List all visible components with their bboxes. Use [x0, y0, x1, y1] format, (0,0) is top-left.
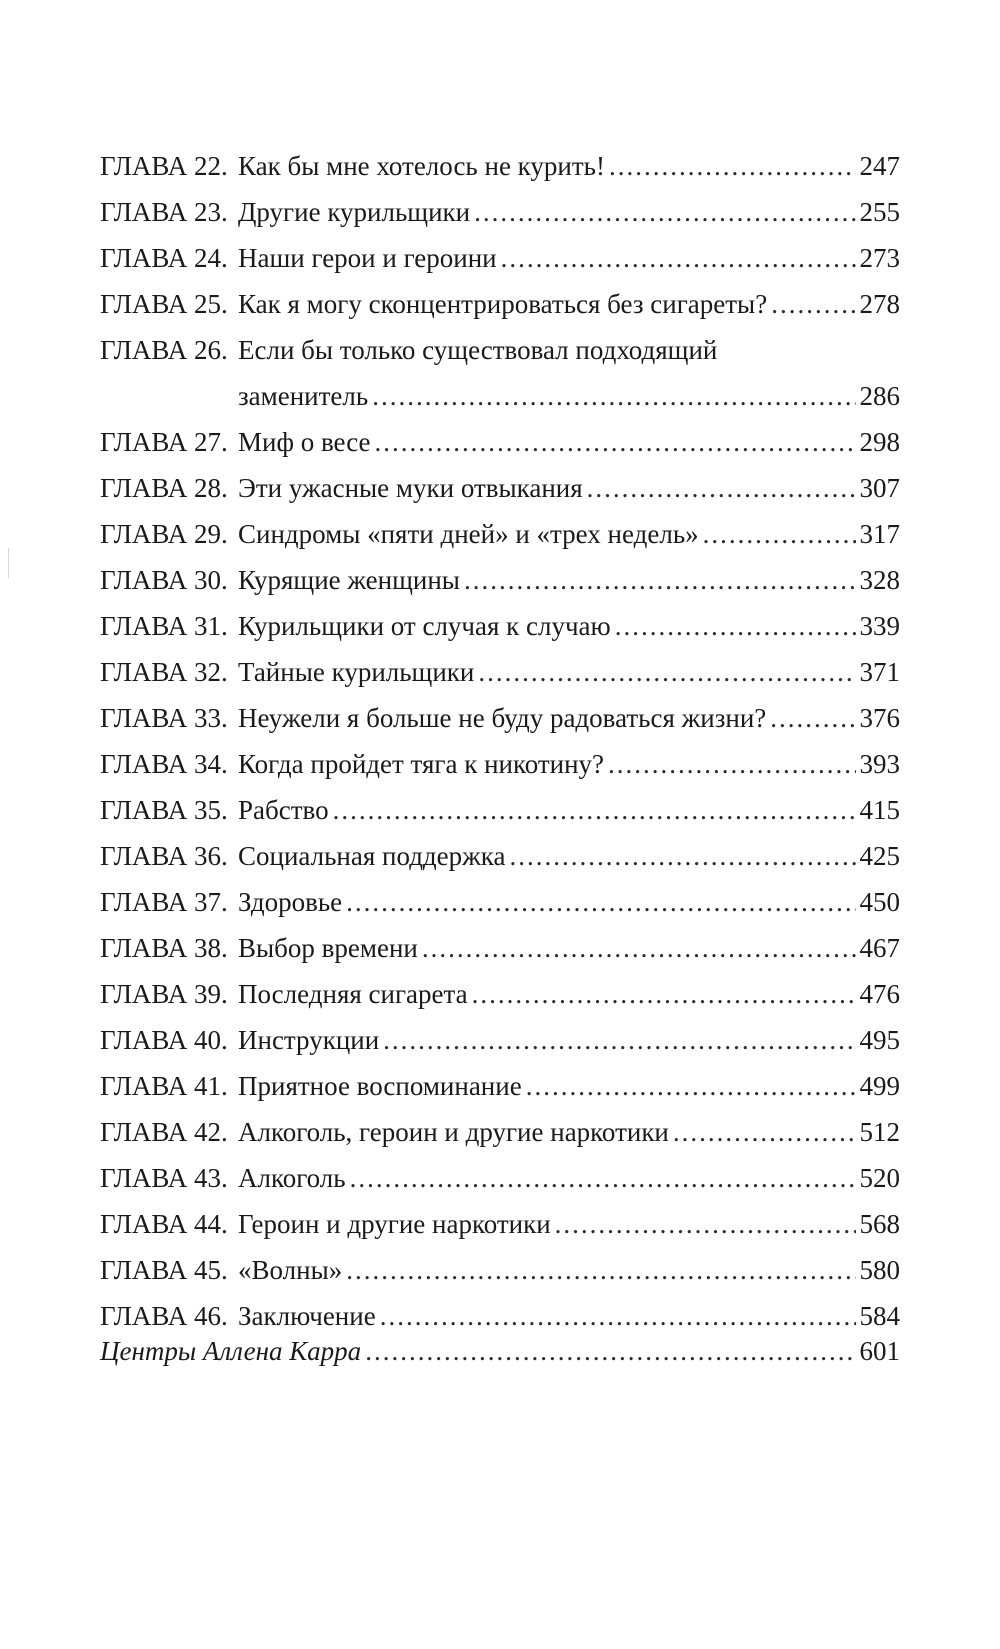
chapter-number: ГЛАВА 42.: [100, 1117, 228, 1147]
dot-leader: [422, 925, 856, 971]
page-number: 476: [859, 979, 900, 1009]
chapter-number: ГЛАВА 29.: [100, 519, 228, 549]
chapter-number: ГЛАВА 44.: [100, 1209, 228, 1239]
chapter-number: ГЛАВА 31.: [100, 611, 228, 641]
chapter-number: ГЛАВА 27.: [100, 427, 228, 457]
toc-entry: [100, 1063, 900, 1109]
dot-leader: [510, 833, 856, 879]
chapter-title: Рабство: [238, 795, 329, 825]
dot-leader: [587, 465, 856, 511]
toc-entry: [100, 327, 900, 419]
page-number: 467: [859, 933, 900, 963]
chapter-title: Алкоголь: [238, 1163, 346, 1193]
chapter-number: ГЛАВА 25.: [100, 289, 228, 319]
chapter-number: ГЛАВА 46.: [100, 1301, 228, 1331]
chapter-title: Наши герои и героини: [238, 243, 497, 273]
dot-leader: [350, 1155, 856, 1201]
dot-leader: [609, 143, 856, 189]
toc-entry: [100, 787, 900, 833]
page-number: 601: [859, 1336, 900, 1366]
chapter-title: Последняя сигарета: [238, 979, 468, 1009]
chapter-number: ГЛАВА 37.: [100, 887, 228, 917]
chapter-number: ГЛАВА 34.: [100, 749, 228, 779]
toc-entry: [100, 557, 900, 603]
chapter-title: Как бы мне хотелось не курить!: [238, 151, 605, 181]
chapter-number: ГЛАВА 30.: [100, 565, 228, 595]
dot-leader: [346, 879, 855, 925]
chapter-title: «Волны»: [238, 1255, 343, 1285]
chapter-number: ГЛАВА 41.: [100, 1071, 228, 1101]
chapter-number: ГЛАВА 26.: [100, 335, 228, 365]
page-number: 255: [859, 197, 900, 227]
toc-entry: [100, 189, 900, 235]
page-number: 371: [859, 657, 900, 687]
chapter-title: Инструкции: [238, 1025, 380, 1055]
chapter-title: Алкоголь, героин и другие наркотики: [238, 1117, 669, 1147]
page-number: 317: [859, 519, 900, 549]
chapter-number: ГЛАВА 22.: [100, 151, 228, 181]
page-number: 415: [859, 795, 900, 825]
chapter-title: Миф о весе: [238, 427, 371, 457]
page-number: 495: [859, 1025, 900, 1055]
chapter-number: ГЛАВА 45.: [100, 1255, 228, 1285]
chapter-number: ГЛАВА 39.: [100, 979, 228, 1009]
page-number: 520: [859, 1163, 900, 1193]
toc-entry: [100, 833, 900, 879]
chapter-title: Тайные курильщики: [238, 657, 475, 687]
page-number: 580: [859, 1255, 900, 1285]
toc-entry: [100, 1247, 900, 1293]
chapter-number: ГЛАВА 32.: [100, 657, 228, 687]
dot-leader: [673, 1109, 856, 1155]
chapter-title: Заключение: [238, 1301, 376, 1331]
toc-entry: [100, 1109, 900, 1155]
page-number: 278: [859, 289, 900, 319]
toc-entry: [100, 649, 900, 695]
toc-entry: [100, 143, 900, 189]
dot-leader: [771, 281, 855, 327]
page-number: 339: [859, 611, 900, 641]
page-number: 286: [859, 381, 900, 411]
page-number: 376: [859, 703, 900, 733]
chapter-title: Другие курильщики: [238, 197, 471, 227]
dot-leader: [770, 695, 855, 741]
page-number: 393: [859, 749, 900, 779]
dot-leader: [472, 971, 856, 1017]
page-number: 499: [859, 1071, 900, 1101]
page-number: 298: [859, 427, 900, 457]
toc-entry: [100, 419, 900, 465]
chapter-number: ГЛАВА 28.: [100, 473, 228, 503]
toc-entry: [100, 1201, 900, 1247]
toc-entry: [100, 879, 900, 925]
chapter-title: Курящие женщины: [238, 565, 460, 595]
margin-mark: [8, 548, 9, 578]
page-number: 512: [859, 1117, 900, 1147]
toc-entry: [100, 235, 900, 281]
chapter-number: ГЛАВА 23.: [100, 197, 228, 227]
chapter-title: Социальная поддержка: [238, 841, 506, 871]
chapter-number: ГЛАВА 24.: [100, 243, 228, 273]
dot-leader: [555, 1201, 856, 1247]
toc-entry: [100, 971, 900, 1017]
chapter-title: Приятное воспоминание: [238, 1071, 522, 1101]
chapter-title: Неужели я больше не буду радоваться жизни?: [238, 703, 767, 733]
toc-entry: [100, 603, 900, 649]
chapter-title: Здоровье: [238, 887, 343, 917]
dot-leader: [703, 511, 856, 557]
toc-entry: [100, 511, 900, 557]
toc-entry: [100, 465, 900, 511]
chapter-title: Как я могу сконцентрироваться без сигареты?: [238, 289, 768, 319]
dot-leader: [346, 1247, 855, 1293]
page-number: 450: [859, 887, 900, 917]
chapter-title: Выбор времени: [238, 933, 418, 963]
page-number: 307: [859, 473, 900, 503]
dot-leader: [478, 649, 855, 695]
appendix-title: Центры Аллена Карра: [100, 1336, 362, 1366]
chapter-number: ГЛАВА 36.: [100, 841, 228, 871]
dot-leader: [333, 787, 856, 833]
dot-leader: [372, 373, 855, 419]
chapter-number: ГЛАВА 40.: [100, 1025, 228, 1055]
chapter-title-line2: заменитель: [238, 381, 369, 411]
chapter-number: ГЛАВА 38.: [100, 933, 228, 963]
chapter-title-line1: Если бы только существовал подходящий: [238, 335, 718, 365]
chapter-title: Когда пройдет тяга к никотину?: [238, 749, 605, 779]
page-number: 328: [859, 565, 900, 595]
table-of-contents: [100, 143, 900, 1339]
toc-entry: [100, 1017, 900, 1063]
page-number: 273: [859, 243, 900, 273]
chapter-number: ГЛАВА 43.: [100, 1163, 228, 1193]
toc-entry: [100, 925, 900, 971]
chapter-title: Курильщики от случая к случаю: [238, 611, 611, 641]
dot-leader: [464, 557, 856, 603]
dot-leader: [383, 1017, 855, 1063]
chapter-title: Героин и другие наркотики: [238, 1209, 551, 1239]
page-number: 584: [859, 1301, 900, 1331]
dot-leader: [608, 741, 855, 787]
page-number: 247: [859, 151, 900, 181]
dot-leader: [375, 419, 856, 465]
dot-leader: [501, 235, 856, 281]
dot-leader: [365, 1328, 855, 1374]
dot-leader: [526, 1063, 856, 1109]
dot-leader: [474, 189, 855, 235]
toc-entry: [100, 1155, 900, 1201]
toc-appendix-entry: [100, 1328, 900, 1374]
chapter-title: Эти ужасные муки отвыкания: [238, 473, 583, 503]
dot-leader: [615, 603, 856, 649]
chapter-title: Синдромы «пяти дней» и «трех недель»: [238, 519, 699, 549]
page-number: 425: [859, 841, 900, 871]
toc-entry: [100, 695, 900, 741]
toc-entry: [100, 741, 900, 787]
chapter-number: ГЛАВА 33.: [100, 703, 228, 733]
page-number: 568: [859, 1209, 900, 1239]
toc-entry: [100, 281, 900, 327]
chapter-number: ГЛАВА 35.: [100, 795, 228, 825]
